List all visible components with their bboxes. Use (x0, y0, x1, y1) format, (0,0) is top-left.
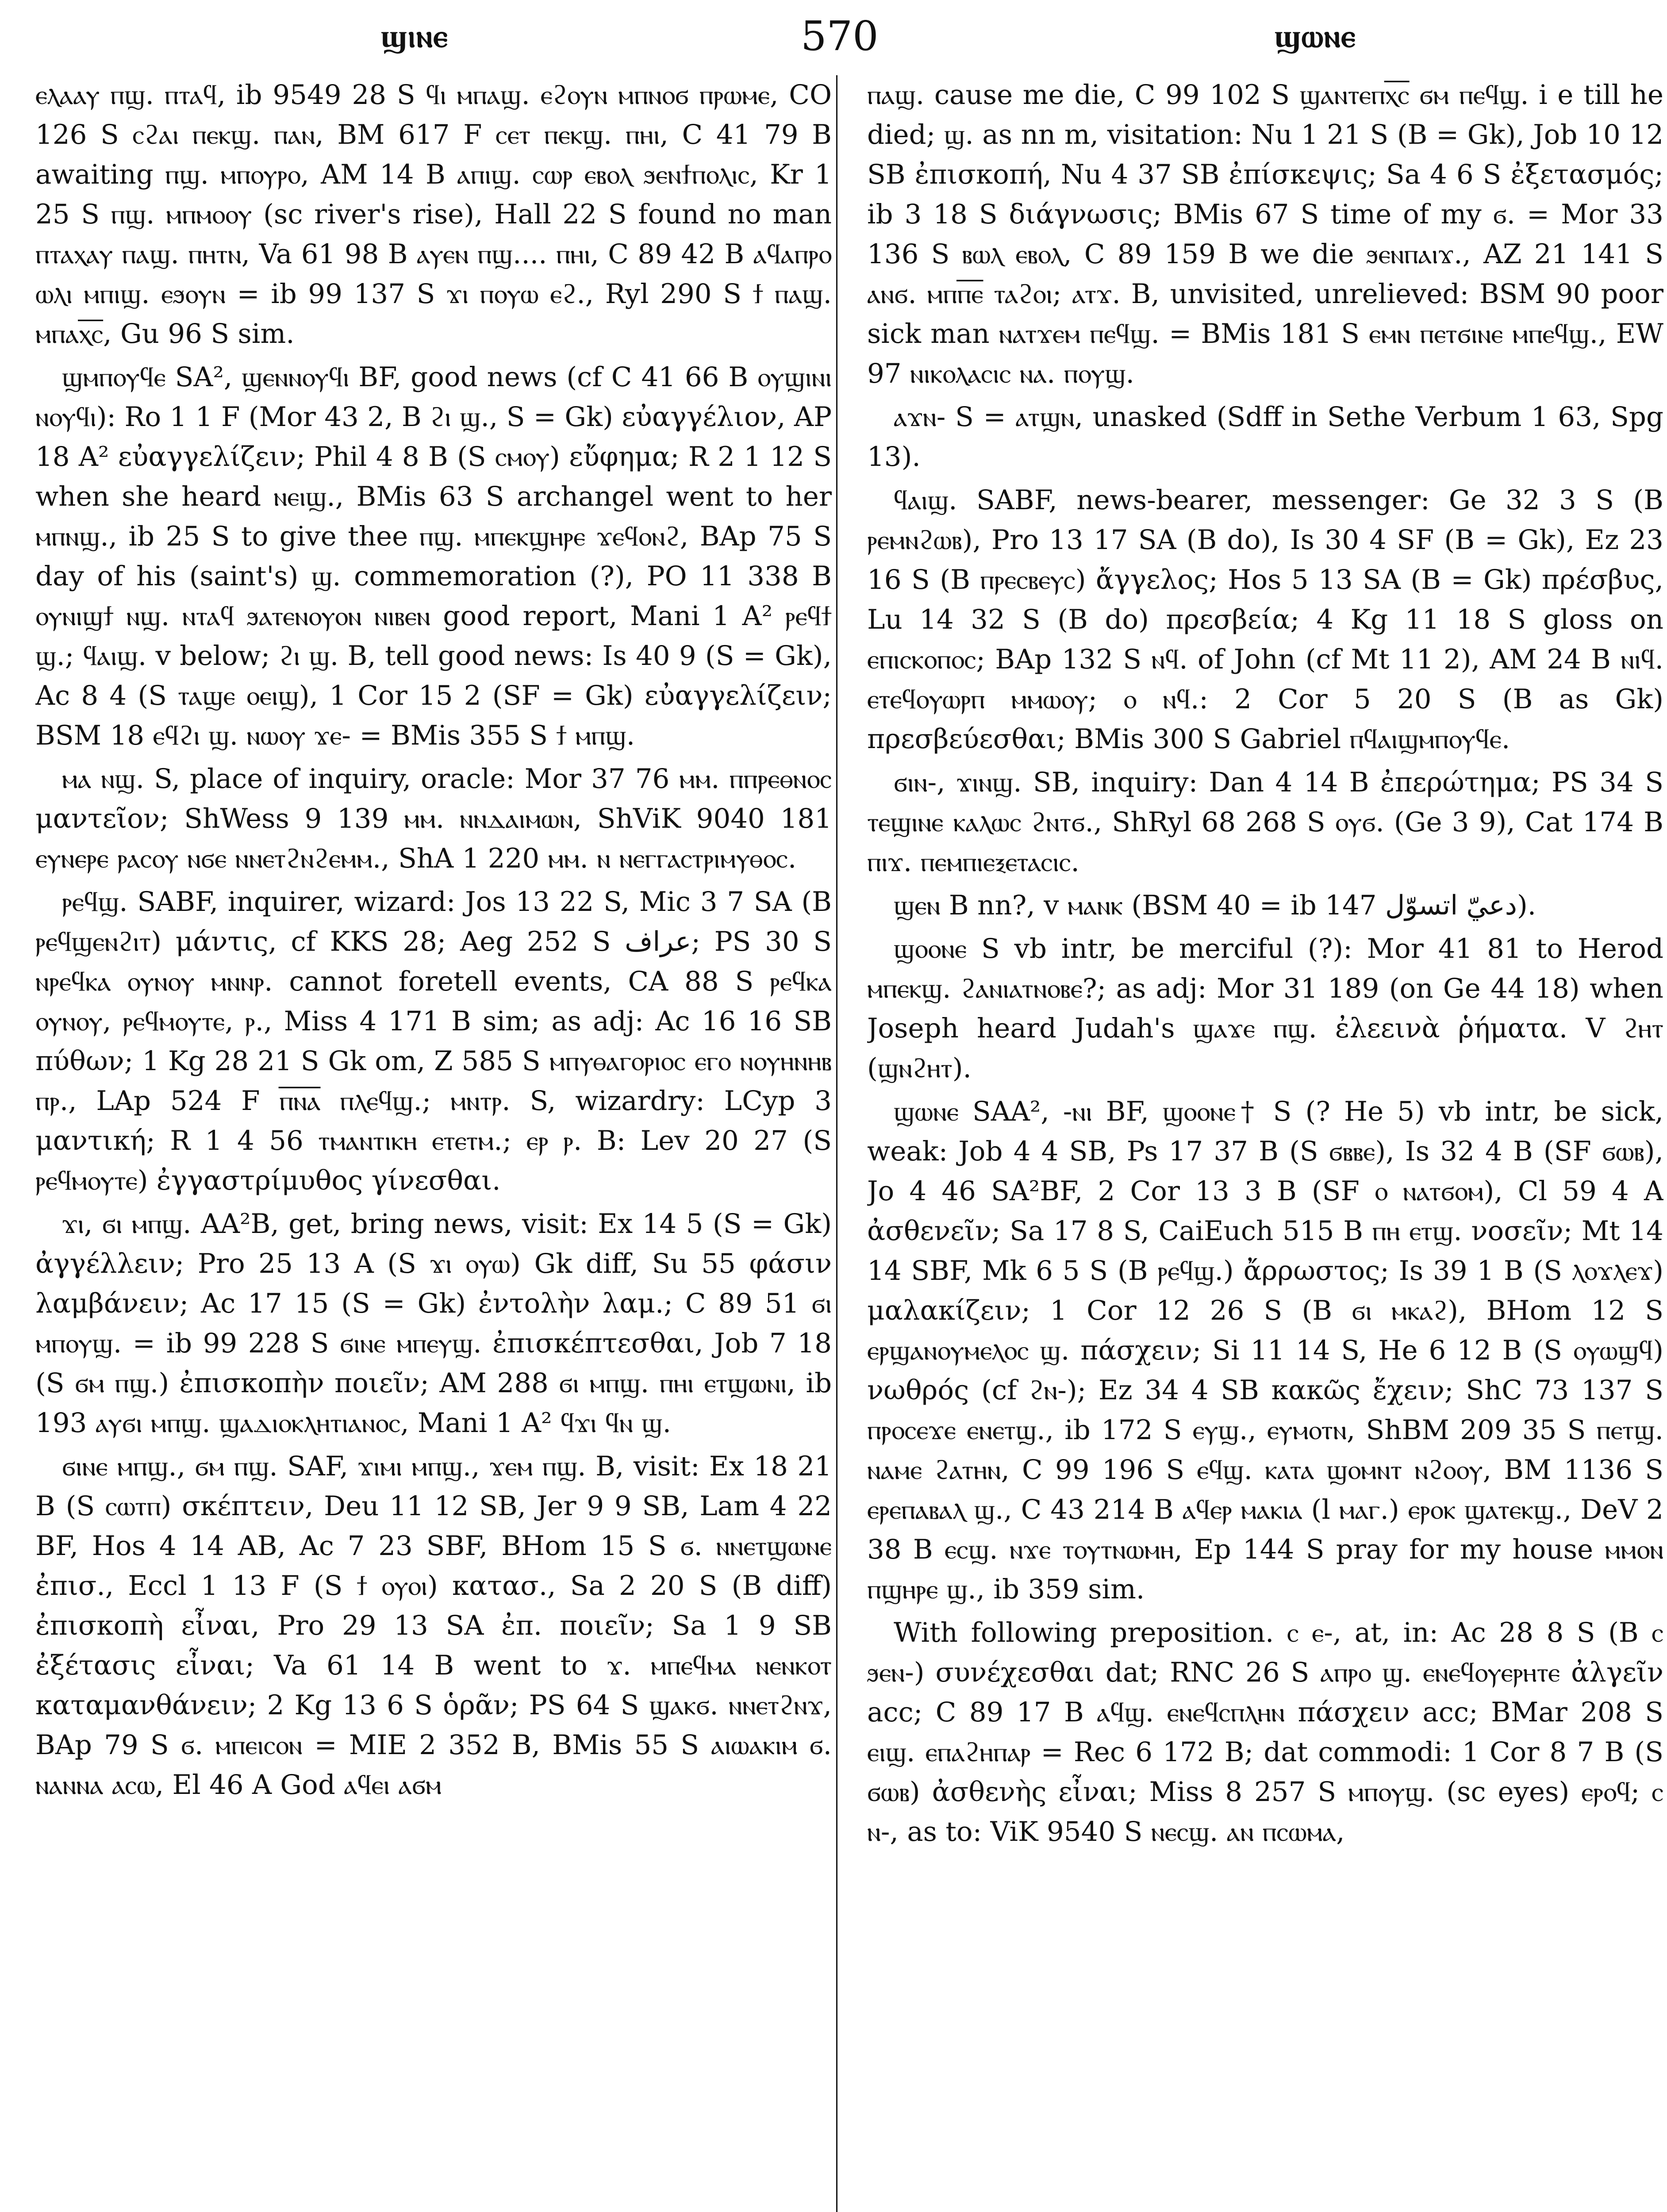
entry-paragraph: ϣⲱⲛⲉ SAA², -ⲛⲓ BF, ϣⲟⲟⲛⲉ† S (? He 5) vb intr, be sick, weak: Job 4 4 SB, Ps 17 37 B (S ϭⲃⲃⲉ), Is 32 4 B (SF ϭⲱⲃ), Jo 4 46 SA²BF, 2 Cor 13 3 B (SF ⲟ ⲛⲁⲧϭⲟⲙ), Cl 59 4 A ἀσθενεῖν; Sa 17 8 S, CaiEuch 515 B ⲡⲏ ⲉⲧϣ. νοσεῖν; Mt 14 14 SBF, Mk 6 5 S (B ⲣⲉϥϣ.) ἄρρωστος; Is 39 1 B (S ⲗⲟϫⲗⲉϫ) μαλακίζειν; 1 Cor 12 26 S (B ϭⲓ ⲙⲕⲁϩ), BHom 12 S ⲉⲣϣⲁⲛⲟⲩⲙⲉⲗⲟⲥ ϣ. πάσχειν; Si 11 14 S, He 6 12 B (S ⲟⲩⲱϣϥ) νωθρός (cf ϩⲛ-); Ez 34 4 SB κακῶς ἔχειν; ShC 73 137 S ⲡⲣⲟⲥⲉϫⲉ ⲉⲛⲉⲧϣ., ib 172 S ⲉⲩϣ., ⲉⲩⲙⲟⲧⲛ, ShBM 209 35 S ⲡⲉⲧϣ. ⲛⲁⲙⲉ ϩⲁⲧⲏⲛ, C 99 196 S ⲉϥϣ. ⲕⲁⲧⲁ ϣⲟⲙⲛⲧ ⲛϩⲟⲟⲩ, BM 1136 S ⲉⲣⲉⲡⲁⲃⲁⲗ ϣ., C 43 214 B ⲁϥⲉⲣ ⲙⲁⲕⲓⲁ (l ⲙⲁⲅ.) ⲉⲣⲟⲕ ϣⲁⲧⲉⲕϣ., DeV 2 38 B ⲉⲥϣ. ⲛϫⲉ ⲧⲟⲩⲧⲛⲱⲙⲏ, Ep 144 S pray for my house ⲙⲙⲟⲛ ⲡϣⲏⲣⲉ ϣ., ib 359 sim. (867, 1096, 1663, 1605)
entry-paragraph: ⲉⲗⲁⲁⲩ ⲡϣ. ⲡⲧⲁϥ, ib 9549 28 S ϥⲓ ⲙⲡⲁϣ. ⲉϩⲟⲩⲛ ⲙⲡⲛⲟϭ ⲡⲣⲱⲙⲉ, CO 126 S ⲥϩⲁⲓ ⲡⲉⲕϣ. ⲡⲁⲛ, BM 617 F ⲥⲉⲧ ⲡⲉⲕϣ. ⲡⲏⲓ, C 41 79 B awaiting ⲡϣ. ⲙⲡⲟⲩⲣⲟ, AM 14 B ⲁⲡⲓϣ. ⲥⲱⲣ ⲉⲃⲟⲗ ϧⲉⲛϯⲡⲟⲗⲓⲥ, Kr 1 25 S ⲡϣ. ⲙⲡⲙⲟⲟⲩ (sc river's rise), Hall 22 S found no man ⲡⲧⲁⲭⲁⲩ ⲡⲁϣ. ⲡⲏⲧⲛ, Va 61 98 B ⲁⲩⲉⲛ ⲡϣ.... ⲡⲏⲓ, C 89 42 B ⲁϥⲁⲡⲣⲟ ⲱⲗⲓ ⲙⲡⲓϣ. ⲉϧⲟⲩⲛ = ib 99 137 S ϫⲓ ⲡⲟⲩⲱ ⲉϩ., Ryl 290 S ϯ ⲡⲁϣ. ⲙⲡⲁⲭ︦ⲥ︦, Gu 96 S sim. (35, 79, 832, 349)
entry-paragraph: With following preposition. ⲥ ⲉ-, at, in: Ac 28 8 S (B ⲥ ϧⲉⲛ-) συνέχεσθαι dat; RNC 26 S ⲁⲡⲣⲟ ϣ. ⲉⲛⲉϥⲟⲩⲉⲣⲏⲧⲉ ἀλγεῖν acc; C 89 17 B ⲁϥϣ. ⲉⲛⲉϥⲥⲡⲗⲏⲛ πάσχειν acc; BMar 208 S ⲉⲓϣ. ⲉⲡⲁϩⲏⲡⲁⲣ = Rec 6 172 B; dat commodi: 1 Cor 8 7 B (S ϭⲱⲃ) ἀσθενὴς εἶναι; Miss 8 257 S ⲙⲡⲟⲩϣ. (sc eyes) ⲉⲣⲟϥ; ⲥ ⲛ-, as to: ViK 9540 S ⲛⲉⲥϣ. ⲁⲛ ⲡⲥⲱⲙⲁ, (867, 1617, 1663, 1847)
entry-paragraph: ϫⲓ, ϭⲓ ⲙⲡϣ. AA²B, get, bring news, visit: Ex 14 5 (S = Gk) ἀγγέλλειν; Pro 25 13 A (S ϫⲓ ⲟⲩⲱ) Gk diff, Su 55 φάσιν λαμβάνειν; Ac 17 15 (S = Gk) ἐντολὴν λαμ.; C 89 51 ϭⲓ ⲙⲡⲟⲩϣ. = ib 99 228 S ϭⲓⲛⲉ ⲙⲡⲉⲩϣ. ἐπισκέπτεσθαι, Job 7 18 (S ϭⲙ ⲡϣ.) ἐπισκοπὴν ποιεῖν; AM 288 ϭⲓ ⲙⲡϣ. ⲡⲏⲓ ⲉⲧϣⲱⲛⲓ, ib 193 ⲁⲩϭⲓ ⲙⲡϣ. ϣⲁⲇⲓⲟⲕⲗⲏⲧⲓⲁⲛⲟⲥ, Mani 1 A² ϥϫⲓ ϥⲛ ϣ. (35, 1208, 832, 1439)
left-column (35, 75, 832, 2212)
column-divider (836, 75, 837, 2212)
header-right-word: ϣⲱⲛⲉ (1274, 17, 1356, 54)
entry-paragraph: ϣⲙⲡⲟⲩϥⲉ SA², ϣⲉⲛⲛⲟⲩϥⲓ BF, good news (cf C 41 66 B ⲟⲩϣⲓⲛⲓ ⲛⲟⲩϥⲓ): Ro 1 1 F (Mor 43 2, B ϩⲓ ϣ., S = Gk) εὐαγγέλιον, AP 18 A² εὐαγγελίζειν; Phil 4 8 B (S ⲥⲙⲟⲩ) εὔφημα; R 2 1 12 S when she heard ⲛⲉⲓϣ., BMis 63 S archangel went to her ⲙⲡⲛϣ., ib 25 S to give thee ⲡϣ. ⲙⲡⲉⲕϣⲏⲣⲉ ϫⲉϥⲟⲛϩ, BAp 75 S day of his (saint's) ϣ. commemoration (?), PO 11 338 B ⲟⲩⲛⲓϣϯ ⲛϣ. ⲛⲧⲁϥ ϧⲁⲧⲉⲛⲟⲩⲟⲛ ⲛⲓⲃⲉⲛ good report, Mani 1 A² ⲣⲉϥϯ ϣ.; ϥⲁⲓϣ. v below; ϩⲓ ϣ. B, tell good news: Is 40 9 (S = Gk), Ac 8 4 (S ⲧⲁϣⲉ ⲟⲉⲓϣ), 1 Cor 15 2 (SF = Gk) εὐαγγελίζειν; BSM 18 ⲉϥϩⲓ ϣ. ⲛⲱⲟⲩ ϫⲉ- = BMis 355 S ϯ ⲙⲡϣ. (35, 361, 832, 751)
page-number: 570 (801, 12, 879, 60)
entry-paragraph: ⲡⲁϣ. cause me die, C 99 102 S ϣⲁⲛⲧⲉⲡⲭ︦ⲥ︦ ϭⲙ ⲡⲉϥϣ. i e till he died; ϣ. as nn m, visitation: Nu 1 21 S (B = Gk), Job 10 12 SB ἐπισκοπή, Nu 4 37 SB ἐπίσκεψις; Sa 4 6 S ἐξετασμός; ib 3 18 S διάγνωσις; BMis 67 S time of my ϭ. = Mor 33 136 S ⲃⲱⲗ ⲉⲃⲟⲗ, C 89 159 B we die ϧⲉⲛⲡⲁⲓϫ., AZ 21 141 S ⲁⲛϭ. ⲙⲡⲡ︦ⲉ︦ ⲧⲁϩⲟⲓ; ⲁⲧϫ. B, unvisited, unrelieved: BSM 90 poor sick man ⲛⲁⲧϫⲉⲙ ⲡⲉϥϣ. = BMis 181 S ⲉⲙⲛ ⲡⲉⲧϭⲓⲛⲉ ⲙⲡⲉϥϣ., EW 97 ⲛⲓⲕⲟⲗⲁⲥⲓⲥ ⲛⲁ. ⲡⲟⲩϣ. (867, 79, 1663, 389)
entry-paragraph: ϭⲓⲛ-, ϫⲓⲛϣ. SB, inquiry: Dan 4 14 B ἐπερώτημα; PS 34 S ⲧⲉϣⲓⲛⲉ ⲕⲁⲗⲱⲥ ϩⲛⲧϭ., ShRyl 68 268 S ⲟⲩϭ. (Ge 3 9), Cat 174 B ⲡⲓϫ. ⲡⲉⲙⲡⲓⲉⲝⲉⲧⲁⲥⲓⲥ. (867, 767, 1663, 878)
right-column (867, 75, 1663, 2212)
entry-paragraph: ϭⲓⲛⲉ ⲙⲡϣ., ϭⲙ ⲡϣ. SAF, ϫⲓⲙⲓ ⲙⲡϣ., ϫⲉⲙ ⲡϣ. B, visit: Ex 18 21 B (S ⲥⲱⲧⲡ) σκέπτειν, Deu 11 12 SB, Jer 9 9 SB, Lam 4 22 BF, Hos 4 14 AB, Ac 7 23 SBF, BHom 15 S ϭ. ⲛⲛⲉⲧϣⲱⲛⲉ ἐπισ., Eccl 1 13 F (S ϯ ⲟⲩⲟⲓ) κατασ., Sa 2 20 S (B diff) ἐπισκοπὴ εἶναι, Pro 29 13 SA ἐπ. ποιεῖν; Sa 1 9 SB ἐξέτασις εἶναι; Va 61 14 B went to ϫ. ⲙⲡⲉϥⲙⲁ ⲛⲉⲛⲕⲟⲧ καταμανθάνειν; 2 Kg 13 6 S ὁρᾶν; PS 64 S ϣⲁⲕϭ. ⲛⲛⲉⲧϩⲛϫ, BAp 79 S ϭ. ⲙⲡⲉⲓⲥⲟⲛ = MIE 2 352 B, BMis 55 S ⲁⲓⲱⲁⲕⲓⲙ ϭ. ⲛⲁⲛⲛⲁ ⲁⲥⲱ, El 46 A God ⲁϥⲉⲓ ⲁϭⲙ (35, 1451, 832, 1801)
header-left-word: ϣⲓⲛⲉ (380, 17, 449, 54)
entry-paragraph: ⲙⲁ ⲛϣ. S, place of inquiry, oracle: Mor 37 76 ⲙⲙ. ⲡⲡⲣⲉⲑⲛⲟⲥ μαντεῖον; ShWess 9 139 ⲙⲙ. ⲛⲛⲇⲁⲓⲙⲱⲛ, ShViK 9040 181 ⲉⲩⲛⲉⲣⲉ ⲣⲁⲥⲟⲩ ⲛϭⲉ ⲛⲛⲉⲧϩⲛϩⲉⲙⲙ., ShA 1 220 ⲙⲙ. ⲛ ⲛⲉⲅⲅⲁⲥⲧⲣⲓⲙⲩⲑⲟⲥ. (35, 763, 832, 874)
entry-paragraph: ⲣⲉϥϣ. SABF, inquirer, wizard: Jos 13 22 S, Mic 3 7 SA (B ⲣⲉϥϣⲉⲛϩⲓⲧ) μάντις, cf KKS 28; Aeg 252 S عراف; PS 30 S ⲛⲣⲉϥⲕⲁ ⲟⲩⲛⲟⲩ ⲙⲛⲛⲣ. cannot foretell events, CA 88 S ⲣⲉϥⲕⲁ ⲟⲩⲛⲟⲩ, ⲣⲉϥⲙⲟⲩⲧⲉ, ⲣ., Miss 4 171 B sim; as adj: Ac 16 16 SB πύθων; 1 Kg 28 21 S Gk om, Z 585 S ⲙⲡⲩⲑⲁⲅⲟⲣⲓⲟⲥ ⲉⲅⲟ ⲛⲟⲩⲏⲛⲏⲃ ⲡⲣ., LAp 524 F ⲡ︦ⲛ︦ⲁ︦ ⲡⲗⲉϥϣ.; ⲙⲛⲧⲣ. S, wizardry: LCyp 3 μαντική; R 1 4 56 ⲧⲙⲁⲛⲧⲓⲕⲏ ⲉⲧⲉⲧⲙ.; ⲉⲣ ⲣ. B: Lev 20 27 (S ⲣⲉϥⲙⲟⲩⲧⲉ) ἐγγαστρίμυθος γίνεσθαι. (35, 886, 832, 1196)
entry-paragraph: ϥⲁⲓϣ. SABF, news-bearer, messenger: Ge 32 3 S (B ⲣⲉⲙⲛϩⲱⲃ), Pro 13 17 SA (B do), Is 30 4 SF (B = Gk), Ez 23 16 S (B ⲡⲣⲉⲥⲃⲉⲩⲥ) ἄγγελος; Hos 5 13 SA (B = Gk) πρέσβυς, Lu 14 32 S (B do) πρεσβεία; 4 Kg 11 18 S gloss on ⲉⲡⲓⲥⲕⲟⲡⲟⲥ; BAp 132 S ⲛϥ. of John (cf Mt 11 2), AM 24 B ⲛⲓϥ. ⲉⲧⲉϥⲟⲩⲱⲣⲡ ⲙⲙⲱⲟⲩ; ⲟ ⲛϥ.: 2 Cor 5 20 S (B as Gk) πρεσβεύεσθαι; BMis 300 S Gabriel ⲡϥⲁⲓϣⲙⲡⲟⲩϥⲉ. (867, 484, 1663, 755)
entry-paragraph: ϣⲉⲛ B nn?, v ⲙⲁⲛⲕ (BSM 40 = ib 147 دعيّ اتسوّل). (894, 890, 1536, 921)
entry-paragraph: ϣⲟⲟⲛⲉ S vb intr, be merciful (?): Mor 41 81 to Herod ⲙⲡⲉⲕϣ. ϩⲁⲛⲓⲁⲧⲛⲟⲃⲉ?; as adj: Mor 31 189 (on Ge 44 18) when Joseph heard Judah's ϣⲁϫⲉ ⲡϣ. ἐλεεινὰ ῥήματα. V ϩⲏⲧ (ϣⲛϩⲏⲧ). (867, 933, 1663, 1084)
entry-paragraph: ⲁϫⲛ- S = ⲁⲧϣⲛ, unasked (Sdff in Sethe Verbum 1 63, Spg 13). (867, 401, 1663, 472)
page-header (0, 12, 1667, 65)
